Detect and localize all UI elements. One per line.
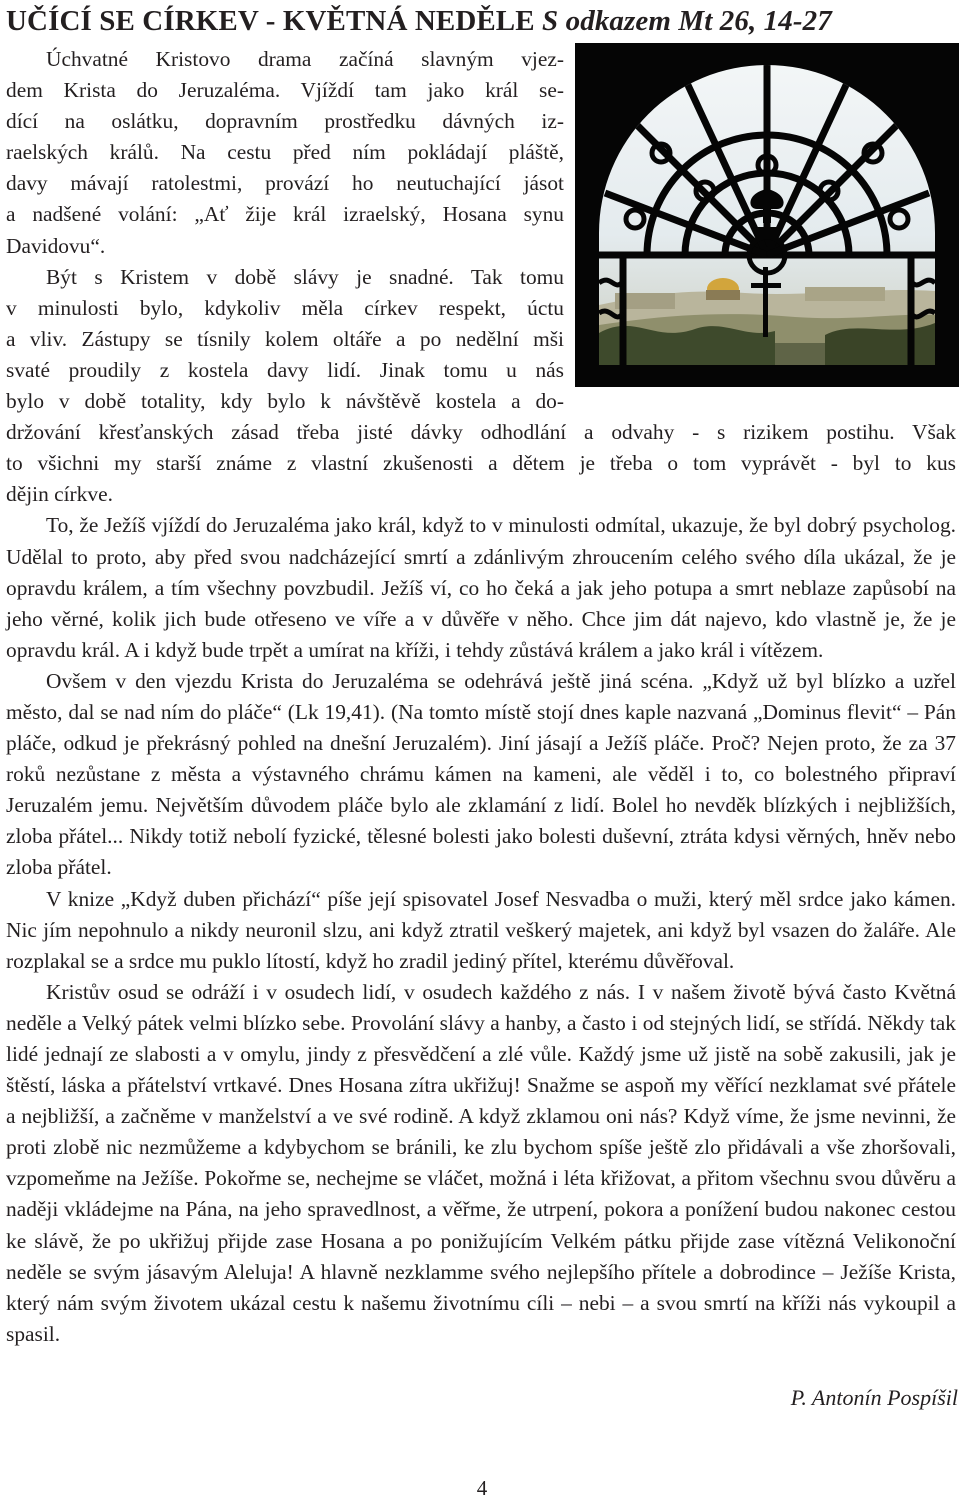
photo-wrap-spacer [564,44,956,387]
text-line: bylo v době totality, kdy bylo k návštěvě kostela a do- [6,389,564,414]
text-line: držování křesťanských zásad třeba jisté dávky odhodlání a odvahy - s rizikem postihu. Však [6,420,956,445]
text-line: a nadšené volání: „Ať žije král izraelský, Hosana synu [6,202,564,227]
author-signature: P. Antonín Pospíšil [790,1385,958,1410]
text-line: v minulosti bylo, kdykoliv měla církev respekt, úctu [6,295,564,320]
text-line: Být s Kristem v době slávy je snadné. Tak tomu [46,264,564,289]
page-number: 4 [476,1476,488,1500]
text-line: to všichni my starší známe z vlastní zkušenosti a dětem je třeba o tom vyprávět - byl to kus [6,451,956,476]
paragraph-6: Kristův osud se odráží i v osudech lidí, v osudech každého z nás. I v našem životě bývá často Květná neděle a Velký pátek velmi blízko sebe. Provolání slávy a hanby, a často i od stejných lidí, se střídá. Někdy tak lidé jednají ze slabosti a v omylu, jindy z přesvědčení a zlé vůle. Každý jsme už jistě na sobě zakusili, jak je štěstí, láska a přátelství vrtkavé. Dnes Hosana zítra ukřižuj! Snažme se aspoň my věřící nezklamat své přátele a nejbližší, a začněme v manželství a ve své rodině. A když zklamou oni nás? Když víme, že jsme nevinni, že proti zlobě nic nezmůžeme a kdybychom se bránili, ke zlu bychom spíše ještě zlo přidávali a vše zhoršovali, vzpomeňme na Ježíše. Pokořme se, nechejme se vláčet, možná i léta křižovat, a přitom všechnu svou důvěru a naději vkládejme na Pána, na jeho spravedlnost, a věřme, že utrpení, pokora a ponížení budou nakonec cestou ke slávě, že po ukřižuj přijde zase Hosana a po ponižujícím Velkém pátku přijde zase vítězná Velikonoční neděle se svým jásavým Aleluja! A hlavně nezklamme svého nejlepšího přítele a dobrodince – Ježíše Krista, který nám svým životem ukázal cestu k našemu životnímu cíli – nebi – a svou smrtí na kříži nás vykoupil a spasil. [6,979,956,1346]
text-line: raelských králů. Na cestu před ním pokládají pláště, [6,140,564,165]
page [6,0,958,1505]
text-line: Úchvatné Kristovo drama začíná slavným vjez- [46,47,564,71]
text-line: dící na oslátku, dopravním prostředku dávných iz- [6,109,564,134]
text-line: davy mávají ratolestmi, provází ho neutuchající jásot [6,171,564,196]
title-bible-reference: S odkazem Mt 26, 14-27 [542,5,832,37]
article-title [6,4,832,38]
paragraph-4: Ovšem v den vjezdu Krista do Jeruzaléma se odehrává ještě jiná scéna. „Když už byl blízko a uzřel město, dal se nad ním do pláče“ (Lk 19,41). (Na tomto místě stojí dnes kaple nazvaná „Dominus flevit“ – Pán pláče, odkud je překrásný pohled na dnešní Jeruzalém). Jiní jásají a Ježíš pláče. Proč? Nejen proto, že za 37 roků nezůstane z města a výstavného chrámu kámen na kameni, ale věděl i to, co bolestného připraví Jeruzalém jemu. Největším důvodem pláče bylo ale zklamání z lidí. Bolel ho nevděk blízkých i nejbližších, zloba přátel... Nikdy totiž nebolí fyzické, tělesné bolesti jako bolesti duševní, ztráta kdysi věrných, hněv nebo zloba přátel. [6,668,956,880]
paragraph-5: V knize „Když duben přichází“ píše její spisovatel Josef Nesvadba o muži, který měl srdce jako kámen. Nic jím nepohnulo a nikdy neuronil slzu, ani když ztratil veškerý majetek, ani když byl vsazen do žaláře. Ale rozplakal se a srdce mu puklo lítostí, když ho zradil jediný přítel, kterému důvěřoval. [6,886,956,973]
text-line: dem Krista do Jeruzaléma. Vjíždí tam jako král se- [6,78,564,103]
text-line: Davidovu“. [6,233,106,258]
article-body [6,44,956,1350]
title-main: UČÍCÍ SE CÍRKEV - KVĚTNÁ NEDĚLE [6,5,543,37]
text-line: svaté proudily z kostela davy lidí. Jinak tomu u nás [6,357,564,382]
text-line: dějin církve. [6,482,113,507]
text-line: a vliv. Zástupy se tísnily kolem oltáře a po nedělní mši [6,326,564,351]
paragraph-3: To, že Ježíš vjíždí do Jeruzaléma jako král, když to v minulosti odmítal, ukazuje, že byl dobrý psycholog. Udělal to proto, aby před svou nadcházející smrtí a zdánlivým zhroucením celého svého díla ukázal, že je opravdu králem, a tím všechny povzbudil. Ježíš ví, co ho čeká a jak jeho potupa a smrt neblaze zapůsobí na jeho věrné, kolik jich bude otřeseno ve víře a v důvěře v něho. Chce jim dát najevo, kdo vlastně je, že je opravdu král. A i když bude trpět a umírat na kříži, i tehdy zůstává králem a jako král i vítězem. [6,513,956,662]
